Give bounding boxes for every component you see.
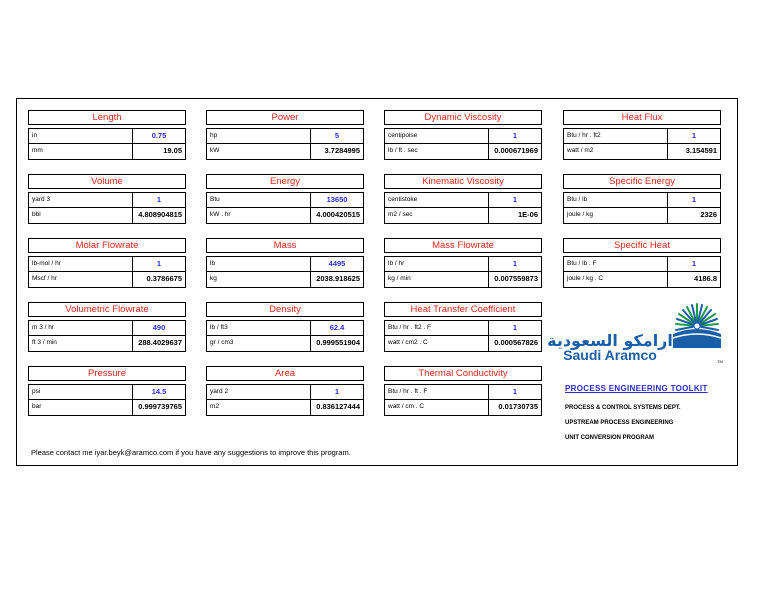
converter-title: Mass (206, 238, 364, 253)
toolkit-title: PROCESS ENGINEERING TOOLKIT (565, 384, 708, 393)
input-value-field[interactable]: 1 (667, 192, 721, 208)
input-value-field[interactable]: 0.75 (132, 128, 186, 144)
converter-title: Heat Transfer Coefficient (384, 302, 542, 317)
output-value: 288.4029637 (132, 336, 186, 352)
input-value-field[interactable]: 13650 (310, 192, 364, 208)
toolkit-division: UPSTREAM PROCESS ENGINEERING (565, 420, 674, 426)
converter-mass (206, 238, 364, 288)
output-value: 0.000567826 (488, 336, 542, 352)
converter-title: Area (206, 366, 364, 381)
converter-molar-flowrate (28, 238, 186, 288)
converter-length (28, 110, 186, 160)
input-unit-select[interactable]: yard 2 (206, 384, 310, 400)
converter-title: Mass Flowrate (384, 238, 542, 253)
output-unit-select[interactable]: m2 / sec (384, 208, 488, 224)
input-value-field[interactable]: 62.4 (310, 320, 364, 336)
input-unit-select[interactable]: Btu / hr . ft . F (384, 384, 488, 400)
input-value-field[interactable]: 1 (310, 384, 364, 400)
output-value: 0.01730735 (488, 400, 542, 416)
toolkit-program: UNIT CONVERSION PROGRAM (565, 435, 655, 441)
output-value: 1E-06 (488, 208, 542, 224)
output-value: 3.7284995 (310, 144, 364, 160)
output-value: 0.007559873 (488, 272, 542, 288)
input-value-field[interactable]: 14.5 (132, 384, 186, 400)
logo-emblem-icon (673, 304, 721, 348)
output-value: 4186.8 (667, 272, 721, 288)
output-unit-select[interactable]: bbl (28, 208, 132, 224)
input-unit-select[interactable]: lb / ft3 (206, 320, 310, 336)
converter-title: Dynamic Viscosity (384, 110, 542, 125)
converter-power (206, 110, 364, 160)
output-unit-select[interactable]: kW (206, 144, 310, 160)
input-value-field[interactable]: 1 (488, 192, 542, 208)
output-value: 0.999551904 (310, 336, 364, 352)
converter-thermal-conductivity (384, 366, 542, 416)
output-unit-select[interactable]: ft 3 / min (28, 336, 132, 352)
output-unit-select[interactable]: gr / cm3 (206, 336, 310, 352)
converter-title: Length (28, 110, 186, 125)
converter-title: Thermal Conductivity (384, 366, 542, 381)
input-value-field[interactable]: 490 (132, 320, 186, 336)
logo-tm: TM (717, 359, 723, 364)
output-value: 0.999739765 (132, 400, 186, 416)
input-value-field[interactable]: 1 (132, 192, 186, 208)
logo-english-text: Saudi Aramco (563, 347, 657, 363)
converter-title: Pressure (28, 366, 186, 381)
converter-heat-flux (563, 110, 721, 160)
converter-volume (28, 174, 186, 224)
converter-title: Kinematic Viscosity (384, 174, 542, 189)
input-unit-select[interactable]: Btu (206, 192, 310, 208)
saudi-aramco-logo (547, 302, 730, 368)
converter-density (206, 302, 364, 352)
output-value: 0.836127444 (310, 400, 364, 416)
input-value-field[interactable]: 1 (488, 256, 542, 272)
output-unit-select[interactable]: watt / m2 (563, 144, 667, 160)
contact-note: Please contact me iyar.beyk@aramco.com if you have any suggestions to improve this program. (31, 448, 351, 457)
input-unit-select[interactable]: Btu / hr . ft2 . F (384, 320, 488, 336)
output-unit-select[interactable]: bar (28, 400, 132, 416)
converter-pressure (28, 366, 186, 416)
input-value-field[interactable]: 1 (488, 320, 542, 336)
input-value-field[interactable]: 1 (667, 128, 721, 144)
converter-title: Density (206, 302, 364, 317)
input-unit-select[interactable]: Btu / lb (563, 192, 667, 208)
input-unit-select[interactable]: hp (206, 128, 310, 144)
output-value: 0.000671969 (488, 144, 542, 160)
converter-title: Energy (206, 174, 364, 189)
output-unit-select[interactable]: lb / ft . sec (384, 144, 488, 160)
output-value: 2038.918625 (310, 272, 364, 288)
converter-specific-heat (563, 238, 721, 288)
input-unit-select[interactable]: lb-mol / hr (28, 256, 132, 272)
converter-kinematic-viscosity (384, 174, 542, 224)
output-unit-select[interactable]: mm (28, 144, 132, 160)
converter-title: Volumetric Flowrate (28, 302, 186, 317)
input-value-field[interactable]: 5 (310, 128, 364, 144)
converter-title: Molar Flowrate (28, 238, 186, 253)
converter-volumetric-flowrate (28, 302, 186, 352)
output-value: 0.3786675 (132, 272, 186, 288)
converter-mass-flowrate (384, 238, 542, 288)
input-unit-select[interactable]: Btu / hr . ft2 (563, 128, 667, 144)
input-unit-select[interactable]: lb / hr (384, 256, 488, 272)
converter-title: Specific Energy (563, 174, 721, 189)
output-unit-select[interactable]: kg / min (384, 272, 488, 288)
input-unit-select[interactable]: centistoke (384, 192, 488, 208)
output-value: 2326 (667, 208, 721, 224)
output-value: 4.808904815 (132, 208, 186, 224)
output-unit-select[interactable]: kg (206, 272, 310, 288)
output-unit-select[interactable]: watt / cm . C (384, 400, 488, 416)
converter-dynamic-viscosity (384, 110, 542, 160)
output-value: 4.000420515 (310, 208, 364, 224)
converter-specific-energy (563, 174, 721, 224)
output-unit-select[interactable]: kW . hr (206, 208, 310, 224)
converter-title: Heat Flux (563, 110, 721, 125)
output-unit-select[interactable]: m2 (206, 400, 310, 416)
output-value: 3.154591 (667, 144, 721, 160)
input-value-field[interactable]: 1 (132, 256, 186, 272)
input-unit-select[interactable]: centipoise (384, 128, 488, 144)
toolkit-department: PROCESS & CONTROL SYSTEMS DEPT. (565, 405, 681, 411)
input-unit-select[interactable]: Btu / lb . F (563, 256, 667, 272)
input-unit-select[interactable]: lb (206, 256, 310, 272)
converter-title: Volume (28, 174, 186, 189)
converter-title: Power (206, 110, 364, 125)
input-unit-select[interactable]: in (28, 128, 132, 144)
converter-area (206, 366, 364, 416)
output-unit-select[interactable]: Mscf / hr (28, 272, 132, 288)
output-unit-select[interactable]: joule / kg (563, 208, 667, 224)
input-value-field[interactable]: 1 (488, 384, 542, 400)
converter-energy (206, 174, 364, 224)
output-unit-select[interactable]: watt / cm2 . C (384, 336, 488, 352)
converter-title: Specific Heat (563, 238, 721, 253)
output-unit-select[interactable]: joule / kg . C (563, 272, 667, 288)
input-unit-select[interactable]: yard 3 (28, 192, 132, 208)
input-unit-select[interactable]: m 3 / hr (28, 320, 132, 336)
logo-arabic-text: ارامكو السعودية (547, 331, 673, 350)
converter-heat-transfer-coefficient (384, 302, 542, 352)
input-value-field[interactable]: 4495 (310, 256, 364, 272)
output-value: 19.05 (132, 144, 186, 160)
input-value-field[interactable]: 1 (488, 128, 542, 144)
input-value-field[interactable]: 1 (667, 256, 721, 272)
input-unit-select[interactable]: psi (28, 384, 132, 400)
